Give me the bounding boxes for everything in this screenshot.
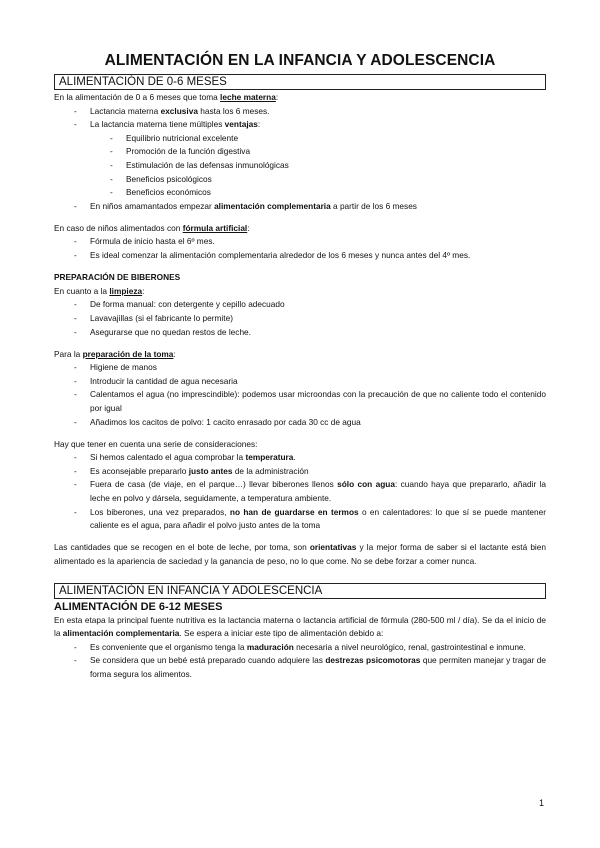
list-item: - Introducir la cantidad de agua necesaria xyxy=(54,375,546,389)
list-item: - Asegurarse que no quedan restos de leche. xyxy=(54,326,546,340)
complementary-list xyxy=(54,200,546,214)
considerations-list xyxy=(54,451,546,533)
closing-paragraph: Las cantidades que se recogen en el bote de leche, por toma, son orientativas y la mejor forma de saber si el lactante está bien alimentado es la apariencia de saciedad y la ganancia de peso, no lo que come. No se debe forzar a comer nunca. xyxy=(54,542,547,566)
cleaning-list xyxy=(54,298,546,339)
section-heading-infancy: ALIMENTACIÓN EN INFANCIA Y ADOLESCENCIA xyxy=(54,583,546,599)
list-item: - Fuera de casa (de viaje, en el parque…) llevar biberones llenos sólo con agua: cuando haya que prepararlo, añadir la leche en polvo y dársela, seguidamente, a temperatura ambiente. xyxy=(54,478,546,505)
list-item: - Lavavajillas (si el fabricante lo permite) xyxy=(54,312,546,326)
bottles-heading: PREPARACIÓN DE BIBERONES xyxy=(54,272,181,283)
section2-list xyxy=(54,641,546,682)
list-item: - Beneficios económicos xyxy=(54,186,546,200)
list-item: - En niños amamantados empezar alimentación complementaria a partir de los 6 meses xyxy=(54,200,546,214)
intro-paragraph: En la alimentación de 0 a 6 meses que toma leche materna: xyxy=(54,92,279,102)
list-item: - Si hemos calentado el agua comprobar la temperatura. xyxy=(54,451,546,465)
advantages-list xyxy=(54,132,546,200)
list-item: - Es conveniente que el organismo tenga la maduración necesaria a nivel neurológico, renal, gastrointestinal e inmune. xyxy=(54,641,546,655)
artificial-list xyxy=(54,235,546,262)
prep-list xyxy=(54,361,546,429)
considerations-intro: Hay que tener en cuenta una serie de consideraciones: xyxy=(54,438,258,449)
list-item: - Equilibrio nutricional excelente xyxy=(54,132,546,146)
artificial-intro: En caso de niños alimentados con fórmula artificial: xyxy=(54,222,250,233)
list-item: - Los biberones, una vez preparados, no han de guardarse en termos o en calentadores: lo que sí se puede mantener caliente es el agua, para añadir el polvo justo antes de la toma xyxy=(54,506,546,533)
list-item: - Promoción de la función digestiva xyxy=(54,145,546,159)
list-item: - De forma manual: con detergente y cepillo adecuado xyxy=(54,298,546,312)
prep-intro: Para la preparación de la toma: xyxy=(54,348,176,359)
list-item: - Higiene de manos xyxy=(54,361,546,375)
page-title: ALIMENTACIÓN EN LA INFANCIA Y ADOLESCENCIA xyxy=(104,52,496,69)
list-item: - Se considera que un bebé está preparado cuando adquiere las destrezas psicomotoras que permiten manejar y tragar de forma segura los alimentos. xyxy=(54,654,546,681)
breastfeeding-list xyxy=(54,105,546,132)
list-item: - Es aconsejable prepararlo justo antes de la administración xyxy=(54,465,546,479)
list-item: - Calentamos el agua (no imprescindible): podemos usar microondas con la precaución de que no caliente todo el contenido por igual xyxy=(54,388,546,415)
subheading-6-12: ALIMENTACIÓN DE 6-12 MESES xyxy=(54,600,223,613)
list-item: - Lactancia materna exclusiva hasta los 6 meses. xyxy=(54,105,546,119)
list-item: - Es ideal comenzar la alimentación complementaria alrededor de los 6 meses y nunca antes del 4º mes. xyxy=(54,249,546,263)
list-item: - La lactancia materna tiene múltiples ventajas: xyxy=(54,118,546,132)
list-item: - Añadimos los cacitos de polvo: 1 cacito enrasado por cada 30 cc de agua xyxy=(54,416,546,430)
section-heading-0-6: ALIMENTACIÓN DE 0-6 MESES xyxy=(54,74,546,90)
page-number: 1 xyxy=(538,798,544,808)
document-page xyxy=(54,52,546,681)
list-item: - Fórmula de inicio hasta el 6º mes. xyxy=(54,235,546,249)
list-item: - Estimulación de las defensas inmunológicas xyxy=(54,159,546,173)
section2-intro: En esta etapa la principal fuente nutritiva es la lactancia materna o lactancia artificial de fórmula (280-500 ml / día). Se da el inicio de la alimentación complementaria. Se espera a iniciar este tipo de alimentación debido a: xyxy=(54,614,546,639)
list-item: - Beneficios psicológicos xyxy=(54,173,546,187)
cleaning-intro: En cuanto a la limpieza: xyxy=(54,285,145,296)
